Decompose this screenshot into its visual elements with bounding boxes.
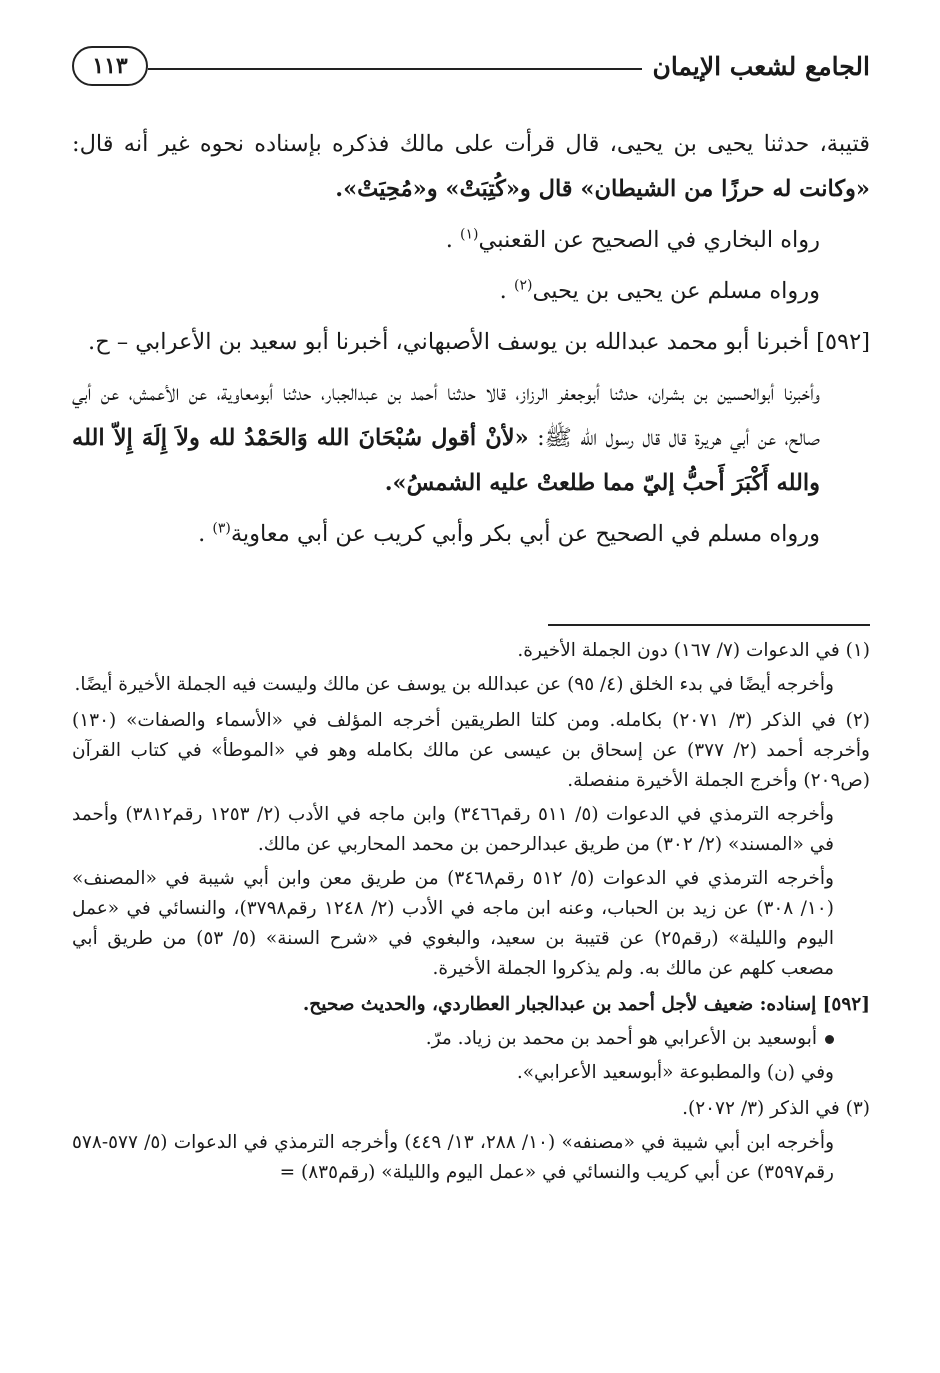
footnote-592-bullet-text: أبوسعيد بن الأعرابي هو أحمد بن محمد بن زياد. مرّ. (425, 1028, 817, 1049)
footnote-2: (٢) في الذكر (٣/ ٢٠٧١) بكامله. ومن كلتا الطريقين أخرجه المؤلف في «الأسماء والصفات» (١٣٠) وأخرجه أحمد (٢/ ٣٧٧) عن إسحاق بن عيسى عن مالك بكامله وهو في «الموطأ» في كتاب القرآن (ص٢٠٩) وأخرج الجملة الأخيرة منفصلة. (72, 710, 870, 791)
footnote-592-cont: وفي (ن) والمطبوعة «أبوسعيد الأعرابي». (516, 1062, 834, 1083)
footnote-592: [٥٩٢] إسناده: ضعيف لأجل أحمد بن عبدالجبار العطاردي، والحديث صحيح. (302, 994, 870, 1015)
footnote-2-cont-1: وأخرجه الترمذي في الدعوات (٥/ ٥١١ رقم٣٤٦٦) وابن ماجه في الأدب (٢/ ١٢٥٣ رقم٣٨١٢) وأحمد في «المسند» (٢/ ٣٠٢) من طريق عبدالرحمن بن محمد المحاربي عن مالك. (72, 804, 834, 855)
paragraph-1-quote: «وكانت له حرزًا من الشيطان» قال و«كُتِبَتْ» و«مُحِيَتْ». (335, 176, 870, 202)
footnote-1: (١) في الدعوات (٧/ ١٦٧) دون الجملة الأخيرة. (517, 640, 870, 661)
paragraph-2: رواه البخاري في الصحيح عن القعنبي$^{(١)}$ . (445, 226, 820, 253)
page-number: ١١٣ (72, 46, 148, 86)
paragraph-4-text: [٥٩٢] أخبرنا أبو محمد عبدالله بن يوسف الأصبهاني، أخبرنا أبو سعيد بن الأعرابي – ح. (88, 329, 870, 355)
paragraph-3: ورواه مسلم عن يحيى بن يحيى$^{(٢)}$ . (499, 277, 820, 304)
paragraph-6: ورواه مسلم في الصحيح عن أبي بكر وأبي كريب عن أبي معاوية$^{(٣)}$ . (198, 520, 820, 547)
paragraph-5 (72, 371, 870, 506)
footnote-3: (٣) في الذكر (٣/ ٢٠٧٢). (682, 1098, 870, 1119)
footnote-divider (548, 624, 870, 626)
paragraph-1-text: قتيبة، حدثنا يحيى بن يحيى، قال قرأت على مالك فذكره بإسناده نحوه غير أنه قال: (72, 131, 870, 157)
paragraph-5-text: وأخبرنا أبوالحسين بن بشران، حدثنا أبوجعفر الرزاز، قالا حدثنا أحمد بن عبدالجبار، حدثنا أبومعاوية، عن الأعمش، عن أبي صالح، عن أبي هريرة قال قال رسول الله ﷺ: (72, 380, 821, 451)
paragraph-2-text: رواه البخاري في الصحيح عن القعنبي (478, 227, 820, 253)
footnote-1-cont: وأخرجه أيضًا في بدء الخلق (٤/ ٩٥) عن عبدالله بن يوسف عن مالك وليست فيه الجملة الأخيرة أيضًا. (74, 674, 834, 695)
footnotes (72, 636, 870, 1194)
footnote-2-cont-2: وأخرجه الترمذي في الدعوات (٥/ ٥١٢ رقم٣٤٦٨) من طريق معن وابن أبي شيبة في «المصنف» (١٠/ ٣٠٨) عن زيد بن الحباب، وعنه ابن ماجه في الأدب (٢/ ١٢٤٨ رقم٣٧٩٨)، والنسائي في «عمل اليوم والليلة» (رقم٢٥) عن قتيبة بن سعيد، والبغوي في «شرح السنة» (٥/ ٥٣) من طريق أبي مصعب كلهم عن مالك به. ولم يذكروا الجملة الأخيرة. (72, 868, 834, 979)
footnote-3-cont: وأخرجه ابن أبي شيبة في «مصنفه» (١٠/ ٢٨٨، ١٣/ ٤٤٩) وأخرجه الترمذي في الدعوات (٥/ ٥٧٧-٥٧٨ رقم٣٥٩٧) عن أبي كريب والنسائي في «عمل اليوم والليلة» (رقم٨٣٥) = (72, 1132, 834, 1183)
page-header (72, 40, 870, 92)
paragraph-3-text: ورواه مسلم عن يحيى بن يحيى (532, 278, 820, 304)
paragraph-1 (72, 122, 870, 212)
running-title: الجامع لشعب الإيمان (652, 51, 870, 81)
footnote-592-bullet (72, 1024, 870, 1054)
main-text (72, 122, 870, 563)
bullet-icon (825, 1035, 834, 1044)
paragraph-4 (72, 320, 870, 365)
hadith-text: «لأنْ أقول سُبْحَانَ الله وَالحَمْدُ لله ولاَ إِلَهَ إِلاّ الله والله أَكْبَرَ أَحبُّ إليّ مما طلعتْ عليه الشمسُ». (72, 425, 820, 496)
footnote-ref-2[interactable]: (٢) (513, 277, 533, 294)
header-rule (148, 68, 642, 70)
footnote-ref-1[interactable]: (١) (460, 226, 479, 243)
paragraph-6-text: ورواه مسلم في الصحيح عن أبي بكر وأبي كريب عن أبي معاوية (230, 521, 820, 547)
footnote-ref-3[interactable]: (٣) (212, 520, 231, 537)
